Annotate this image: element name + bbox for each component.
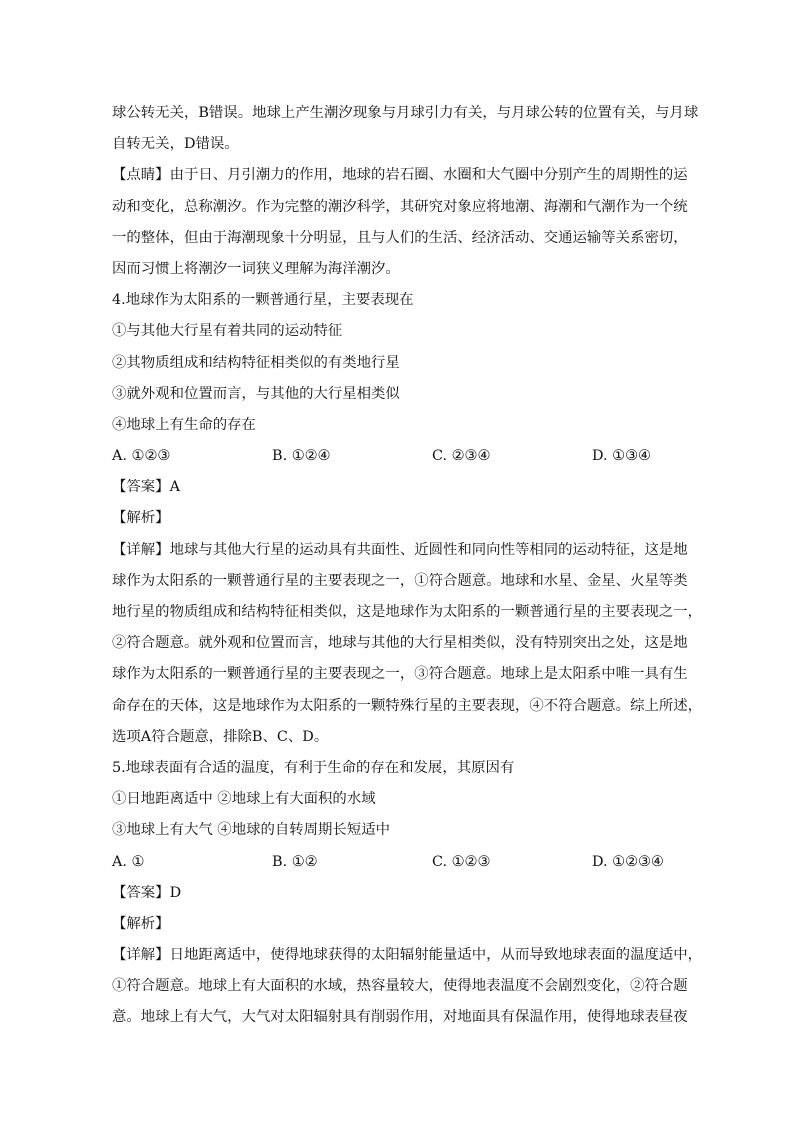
text-line: 【详解】日地距离适中，使得地球获得的太阳辐射能量适中，从而导致地球表面的温度适中，	[112, 947, 703, 964]
text-line: 球作为太阳系的一颗普通行星的主要表现之一，①符合题意。地球和水星、金星、火星等类	[112, 572, 688, 589]
text-line: 4.地球作为太阳系的一颗普通行星，主要表现在	[112, 292, 414, 309]
option-d: D. ①③④	[592, 448, 651, 465]
document-page	[112, 98, 703, 1034]
text-line: ③地球上有大气 ④地球的自转周期长短适中	[112, 822, 390, 839]
text-line: 自转无关，D错误。	[112, 136, 239, 153]
text-line: 意。地球上有大气，大气对太阳辐射具有削弱作用，对地面具有保温作用，使得地球表昼夜	[112, 1009, 688, 1026]
option-d: D. ①②③④	[592, 853, 664, 870]
text-line: 5.地球表面有合适的温度，有利于生命的存在和发展，其原因有	[112, 759, 515, 776]
text-line: 动和变化，总称潮汐。作为完整的潮汐科学，其研究对象应将地潮、海潮和气潮作为一个统	[112, 198, 688, 215]
text-line: ③就外观和位置而言，与其他的大行星相类似	[112, 385, 400, 402]
text-line: 球公转无关，B错误。地球上产生潮汐现象与月球引力有关，与月球公转的位置有关，与月球	[112, 105, 699, 121]
text-line: 【详解】地球与其他大行星的运动具有共面性、近圆性和同向性等相同的运动特征，这是地	[112, 541, 688, 558]
text-line: 选项A符合题意，排除B、C、D。	[112, 728, 329, 745]
option-a: A. ①	[112, 853, 145, 870]
text-line: 球作为太阳系的一颗普通行星的主要表现之一，③符合题意。地球上是太阳系中唯一具有生	[112, 666, 688, 683]
option-b: B. ①②	[272, 853, 318, 870]
text-line: 【解析】	[112, 915, 170, 932]
text-line: 【点睛】由于日、月引潮力的作用，地球的岩石圈、水圈和大气圈中分别产生的周期性的运	[112, 167, 688, 184]
text-line: ①日地距离适中 ②地球上有大面积的水域	[112, 791, 376, 808]
text-line: 地行星的物质组成和结构特征相类似，这是地球作为太阳系的一颗普通行星的主要表现之一，	[112, 604, 703, 620]
text-line: 命存在的天体，这是地球作为太阳系的一颗特殊行星的主要表现，④不符合题意。综上所述，	[112, 697, 703, 714]
answer-options-row	[112, 441, 684, 472]
text-line: ②符合题意。就外观和位置而言，地球与其他的大行星相类似，没有特别突出之处，这是地	[112, 635, 688, 652]
option-a: A. ①②③	[112, 448, 171, 465]
text-line: 【答案】A	[112, 479, 180, 496]
text-line: ④地球上有生命的存在	[112, 416, 256, 433]
text-line: ①与其他大行星有着共同的运动特征	[112, 323, 343, 340]
option-c: C. ①②③	[432, 853, 491, 870]
text-line: 【解析】	[112, 510, 170, 527]
option-b: B. ①②④	[272, 448, 331, 465]
text-line: 【答案】D	[112, 884, 182, 901]
answer-options-row	[112, 847, 684, 878]
text-line: 一的整体，但由于海潮现象十分明显，且与人们的生活、经济活动、交通运输等关系密切，	[112, 229, 688, 246]
text-line: ①符合题意。地球上有大面积的水域，热容量较大，使得地表温度不会剧烈变化，②符合题	[112, 978, 688, 995]
text-line: 因而习惯上将潮汐一词狭义理解为海洋潮汐。	[112, 260, 400, 277]
option-c: C. ②③④	[432, 448, 491, 465]
text-line: ②其物质组成和结构特征相类似的有类地行星	[112, 354, 400, 371]
